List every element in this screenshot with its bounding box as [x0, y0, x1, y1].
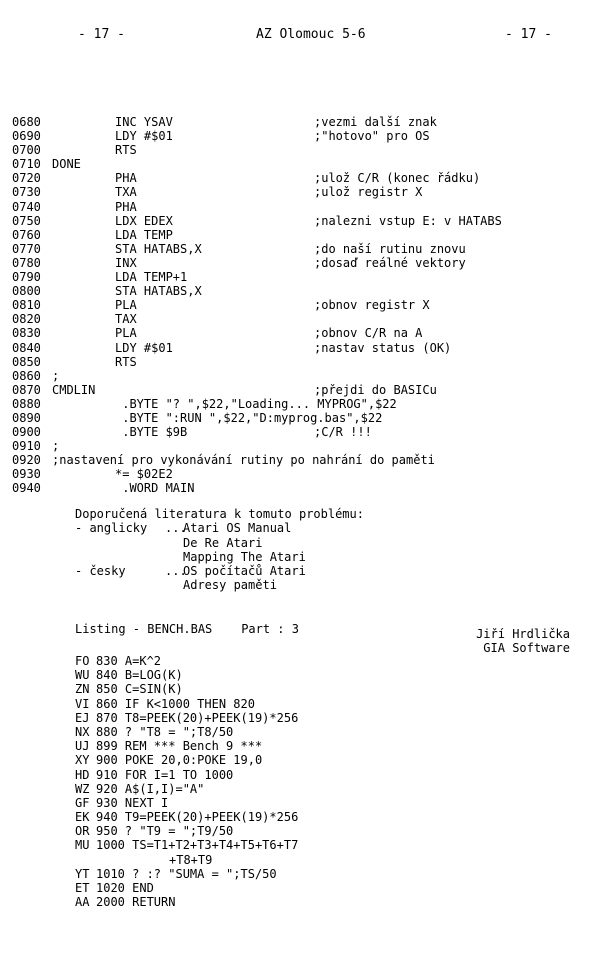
checksum-code: EJ: [75, 710, 90, 725]
code-label: ;nastavení pro vykonávání rutiny po nahrání do paměti: [52, 453, 435, 468]
basic-statement: 850 C=SIN(K): [96, 682, 183, 697]
code-comment: ;dosaď reálné vektory: [314, 255, 466, 270]
code-comment: ;ulož registr X: [314, 185, 423, 200]
basic-statement: 1000 TS=T1+T2+T3+T4+T5+T6+T7: [96, 838, 299, 853]
line-number: 0910: [12, 439, 41, 454]
author-company: GIA Software: [483, 641, 570, 655]
checksum-code: FO: [75, 654, 90, 668]
line-number: 0820: [12, 312, 41, 327]
literature-title: OS počítačů Atari: [183, 564, 306, 579]
line-number: 0790: [12, 270, 41, 285]
code-label: ;: [52, 368, 60, 383]
basic-statement: 940 T9=PEEK(20)+PEEK(19)*256: [96, 810, 299, 825]
literature-title: Mapping The Atari: [183, 549, 306, 564]
listing-heading: [75, 622, 299, 636]
code-instruction: .BYTE $9B: [115, 425, 188, 440]
code-instruction: INC YSAV: [115, 115, 173, 129]
page-number-left: - 17 -: [78, 27, 125, 42]
code-comment: ;nastav status (OK): [314, 340, 452, 355]
code-instruction: PHA: [115, 199, 137, 214]
line-number: 0930: [12, 467, 41, 482]
literature-item: [75, 550, 364, 564]
checksum-code: EK: [75, 810, 90, 825]
listing-title: Listing - BENCH.BAS: [75, 622, 213, 636]
code-instruction: LDA TEMP: [115, 227, 173, 242]
checksum-code: YT: [75, 866, 90, 881]
literature-dots: ...: [165, 564, 187, 579]
line-number: 0750: [12, 213, 41, 228]
code-instruction: PLA: [115, 326, 137, 341]
line-number: 0710: [12, 157, 41, 172]
basic-statement: 950 ? "T9 = ";T9/50: [96, 824, 234, 839]
line-number: 0870: [12, 382, 41, 397]
author-block: [453, 627, 570, 655]
code-label: ;: [52, 439, 60, 454]
code-instruction: .BYTE ":RUN ",$22,"D:myprog.bas",$22: [115, 410, 383, 425]
page-title: AZ Olomouc 5-6: [256, 27, 366, 42]
checksum-code: HD: [75, 767, 90, 782]
checksum-code: ZN: [75, 682, 90, 697]
checksum-code: MU: [75, 838, 90, 853]
code-instruction: RTS: [115, 354, 137, 369]
basic-continuation: +T8+T9: [169, 852, 213, 867]
basic-statement: 1020 END: [96, 881, 154, 895]
line-number: 0940: [12, 481, 41, 496]
line-number: 0890: [12, 410, 41, 425]
checksum-code: OR: [75, 824, 90, 839]
basic-statement: 860 IF K<1000 THEN 820: [96, 696, 255, 711]
basic-statement: 930 NEXT I: [96, 795, 169, 810]
code-instruction: STA HATABS,X: [115, 241, 202, 256]
checksum-code: ET: [75, 881, 90, 895]
checksum-code: WZ: [75, 781, 90, 796]
code-comment: ;"hotovo" pro OS: [314, 129, 430, 144]
code-instruction: PLA: [115, 298, 137, 313]
code-instruction: RTS: [115, 143, 137, 158]
literature-title: Adresy paměti: [183, 578, 277, 593]
line-number: 0700: [12, 143, 41, 158]
basic-statement: 870 T8=PEEK(20)+PEEK(19)*256: [96, 710, 299, 725]
line-number: 0770: [12, 241, 41, 256]
basic-statement: 880 ? "T8 = ";T8/50: [96, 724, 234, 739]
code-instruction: .BYTE "? ",$22,"Loading... MYPROG",$22: [115, 396, 397, 411]
basic-statement: 2000 RETURN: [96, 895, 176, 910]
line-number: 0810: [12, 298, 41, 313]
basic-statement: 920 A$(I,I)="A": [96, 781, 205, 796]
literature-language: - česky: [75, 564, 126, 579]
code-instruction: PHA: [115, 171, 137, 186]
literature-item: [75, 564, 364, 578]
code-comment: ;nalezni vstup E: v HATABS: [314, 213, 502, 228]
line-number: 0830: [12, 326, 41, 341]
basic-statement: 840 B=LOG(K): [96, 668, 183, 683]
line-number: 0840: [12, 340, 41, 355]
listing-part: Part : 3: [241, 622, 299, 636]
line-number: 0880: [12, 396, 41, 411]
basic-statement: 899 REM *** Bench 9 ***: [96, 739, 263, 754]
literature-title: De Re Atari: [183, 535, 263, 550]
code-comment: ;vezmi další znak: [314, 115, 437, 129]
code-instruction: TXA: [115, 185, 137, 200]
code-instruction: INX: [115, 255, 137, 270]
basic-statement: 910 FOR I=1 TO 1000: [96, 767, 234, 782]
line-number: 0720: [12, 171, 41, 186]
basic-statement: 900 POKE 20,0:POKE 19,0: [96, 753, 263, 768]
literature-dots: ...: [165, 521, 187, 536]
code-instruction: TAX: [115, 312, 137, 327]
line-number: 0690: [12, 129, 41, 144]
code-instruction: LDA TEMP+1: [115, 270, 188, 285]
code-instruction: LDY #$01: [115, 129, 173, 144]
code-comment: ;do naší rutinu znovu: [314, 241, 466, 256]
code-instruction: STA HATABS,X: [115, 284, 202, 299]
page-number-right: - 17 -: [505, 27, 552, 42]
line-number: 0760: [12, 227, 41, 242]
code-instruction: .WORD MAIN: [115, 481, 195, 496]
author-name: Jiří Hrdlička: [476, 627, 570, 641]
code-comment: ;obnov registr X: [314, 298, 430, 313]
line-number: 0800: [12, 284, 41, 299]
basic-statement: 830 A=K^2: [96, 654, 162, 668]
checksum-code: WU: [75, 668, 90, 683]
code-comment: ;ulož C/R (konec řádku): [314, 171, 481, 186]
line-number: 0900: [12, 425, 41, 440]
literature-item: [75, 578, 364, 592]
line-number: 0740: [12, 199, 41, 214]
code-comment: ;obnov C/R na A: [314, 326, 423, 341]
code-label: DONE: [52, 157, 81, 172]
line-number: 0860: [12, 368, 41, 383]
checksum-code: GF: [75, 795, 90, 810]
literature-title: Atari OS Manual: [183, 521, 292, 536]
line-number: 0920: [12, 453, 41, 468]
checksum-code: VI: [75, 696, 90, 711]
literature-section: [75, 507, 364, 593]
line-number: 0780: [12, 255, 41, 270]
code-instruction: LDX EDEX: [115, 213, 173, 228]
literature-language: - anglicky: [75, 521, 148, 536]
code-label: CMDLIN: [52, 382, 96, 397]
code-comment: ;přejdi do BASICu: [314, 382, 437, 397]
code-instruction: *= $02E2: [115, 467, 173, 482]
checksum-code: NX: [75, 724, 90, 739]
checksum-code: UJ: [75, 739, 90, 754]
checksum-code: AA: [75, 895, 90, 910]
literature-item: [75, 536, 364, 550]
code-instruction: LDY #$01: [115, 340, 173, 355]
literature-heading: Doporučená literatura k tomuto problému:: [75, 507, 364, 521]
checksum-code: XY: [75, 753, 90, 768]
literature-item: [75, 521, 364, 535]
basic-statement: 1010 ? :? "SUMA = ";TS/50: [96, 866, 277, 881]
line-number: 0730: [12, 185, 41, 200]
line-number: 0850: [12, 354, 41, 369]
line-number: 0680: [12, 115, 41, 129]
code-comment: ;C/R !!!: [314, 425, 372, 440]
